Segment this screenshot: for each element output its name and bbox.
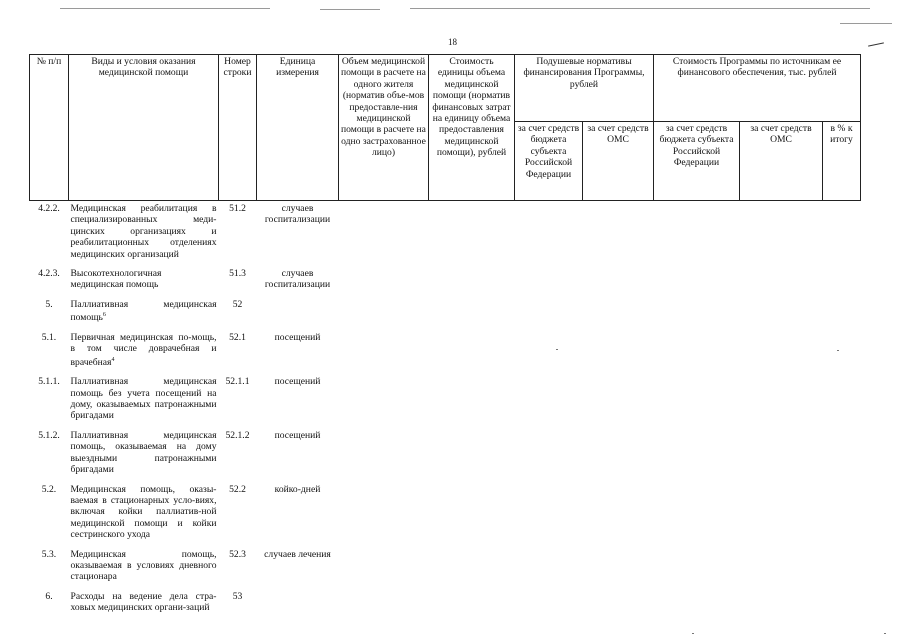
table-row [30,374,861,428]
table-row [30,428,861,482]
table-row [30,547,861,589]
table-row [30,297,861,330]
row-description-text: Медицинская помощь, оказы-ваемая в стационарных усло-виях, включая койки паллиатив-ной медицинской помощи и койки сестринского ухода [70,483,217,541]
empty-cell [654,589,740,620]
row-number: 5.1. [41,331,57,343]
row-line-number: 52 [232,298,243,310]
empty-cell [583,428,654,482]
empty-cell [583,266,654,297]
row-number: 5.1.1. [38,376,60,388]
row-description-text: Паллиативная медицинская помощь, оказываемая на дому выездными патронажными бригадами [70,429,217,476]
header-unit: Единица измерения [257,55,339,201]
empty-cell [339,547,429,589]
footnote-marker: 6 [102,312,106,319]
row-number: 5.1.2. [38,429,60,441]
empty-cell [515,374,583,428]
scan-speck [884,633,886,634]
row-description [69,428,219,482]
empty-cell [583,330,654,374]
empty-cell [339,589,429,620]
row-line-number: 52.2 [229,483,246,495]
empty-cell [654,482,740,547]
empty-cell [740,297,823,330]
empty-cell [740,201,823,267]
empty-cell [823,374,861,428]
row-line-number: 52.1 [229,331,246,343]
row-description-text: Высокотехнологичная медицинская помощь [70,268,162,291]
row-description [69,547,219,589]
row-description [69,330,219,374]
row-line-number: 52.1.2 [225,429,250,441]
row-line-number: 52.1.1 [225,376,250,388]
row-line-number: 53 [232,590,243,602]
table-row [30,482,861,547]
empty-cell [429,547,515,589]
empty-cell [823,482,861,547]
empty-cell [339,330,429,374]
row-number: 5.3. [41,548,57,560]
row-unit: посещений [274,331,321,343]
empty-cell [823,330,861,374]
empty-cell [339,482,429,547]
empty-cell [654,201,740,267]
row-line-number: 51.3 [229,268,246,280]
row-description [69,297,219,330]
empty-cell [583,201,654,267]
header-unit-cost: Стоимость единицы объема медицинской помощи (норматив финансовых затрат на единицу объема предоставления медицинской помощи), рублей [429,55,515,201]
empty-cell [823,266,861,297]
empty-cell [339,297,429,330]
empty-cell [740,589,823,620]
row-description [69,374,219,428]
row-description [69,482,219,547]
empty-cell [823,201,861,267]
row-unit: случаев госпитализации [264,268,331,291]
empty-cell [740,266,823,297]
row-description-text: Медицинская помощь, оказываемая в условиях дневного стационара [70,548,217,583]
empty-cell [339,266,429,297]
scan-edge-line [410,8,870,9]
empty-cell [429,201,515,267]
empty-cell [515,547,583,589]
empty-cell [429,589,515,620]
empty-cell [429,374,515,428]
row-description-text: Паллиативная медицинская помощь без учета посещений на дому, оказываемых патронажными бригадами [70,376,217,422]
header-care-types: Виды и условия оказания медицинской помощи [69,55,219,201]
empty-cell [583,297,654,330]
empty-cell [339,201,429,267]
row-description [69,201,219,267]
scan-edge-line [320,9,380,10]
empty-cell [823,547,861,589]
row-number: 5. [45,298,53,310]
row-description [69,266,219,297]
page-number: 18 [448,37,457,47]
empty-cell [429,330,515,374]
header-cost-budget: за счет средств бюджета субъекта Российской Федерации [654,122,740,201]
empty-cell [515,482,583,547]
row-description-text: Расходы на ведение дела стра-ховых медицинских органи-заций [70,590,217,614]
header-program-cost: Стоимость Программы по источникам ее финансового обеспечения, тыс. рублей [654,55,861,122]
table-row [30,330,861,374]
row-unit: койко-дней [274,483,321,495]
empty-cell [740,330,823,374]
empty-cell [823,589,861,620]
empty-cell [515,266,583,297]
empty-cell [515,428,583,482]
empty-cell [429,297,515,330]
row-unit [257,589,339,620]
empty-cell [740,547,823,589]
empty-cell [515,201,583,267]
header-volume: Объем медицинской помощи в расчете на одного жителя (норматив объе-мов предоставле-ния медицинской помощи в расчете на одно застрахованное лицо) [339,55,429,201]
row-description-text: Медицинская реабилитация в специализированных меди-цинских организациях и реабилитационных отделениях медицинских организаций [70,203,217,260]
header-row-number: № п/п [30,55,69,201]
empty-cell [654,266,740,297]
empty-cell [823,297,861,330]
row-description-text: Первичная медицинская по-мощь, в том числе доврачебная и врачебная [70,331,217,368]
empty-cell [740,428,823,482]
scan-edge-line [840,23,892,24]
row-number: 6. [45,590,53,602]
header-per-capita-budget: за счет средств бюджета субъекта Российской Федерации [515,122,583,201]
empty-cell [583,482,654,547]
table-row [30,201,861,267]
header-line-number: Номер строки [219,55,257,201]
row-unit: посещений [274,376,321,388]
footnote-marker: 4 [111,356,115,363]
empty-cell [583,547,654,589]
empty-cell [429,482,515,547]
empty-cell [339,428,429,482]
scan-edge-line [60,8,270,9]
row-number: 4.2.3. [38,268,60,280]
empty-cell [515,297,583,330]
header-per-capita-oms: за счет средств ОМС [583,122,654,201]
row-description-text: Паллиативная медицинская помощь [70,298,217,324]
row-unit: посещений [274,429,321,441]
header-cost-oms: за счет средств ОМС [740,122,823,201]
empty-cell [654,297,740,330]
header-per-capita: Подушевые нормативы финансирования Программы, рублей [515,55,654,122]
row-unit: случаев лечения [264,548,331,560]
row-number: 5.2. [41,483,57,495]
empty-cell [654,428,740,482]
row-unit: случаев госпитализации [264,203,331,226]
empty-cell [515,589,583,620]
empty-cell [583,589,654,620]
row-line-number: 51.2 [229,203,246,214]
header-cost-percent: в % к итогу [823,122,861,201]
empty-cell [740,482,823,547]
empty-cell [583,374,654,428]
row-line-number: 52.3 [229,548,246,560]
empty-cell [740,374,823,428]
row-number: 4.2.2. [38,203,60,214]
table-row [30,266,861,297]
medical-care-table [29,54,861,620]
empty-cell [654,374,740,428]
row-description [69,589,219,620]
row-unit [257,297,339,330]
empty-cell [429,266,515,297]
scan-speck [692,633,694,634]
empty-cell [823,428,861,482]
empty-cell [515,330,583,374]
empty-cell [654,330,740,374]
empty-cell [654,547,740,589]
empty-cell [339,374,429,428]
table-body [30,201,861,620]
empty-cell [429,428,515,482]
table-row [30,589,861,620]
